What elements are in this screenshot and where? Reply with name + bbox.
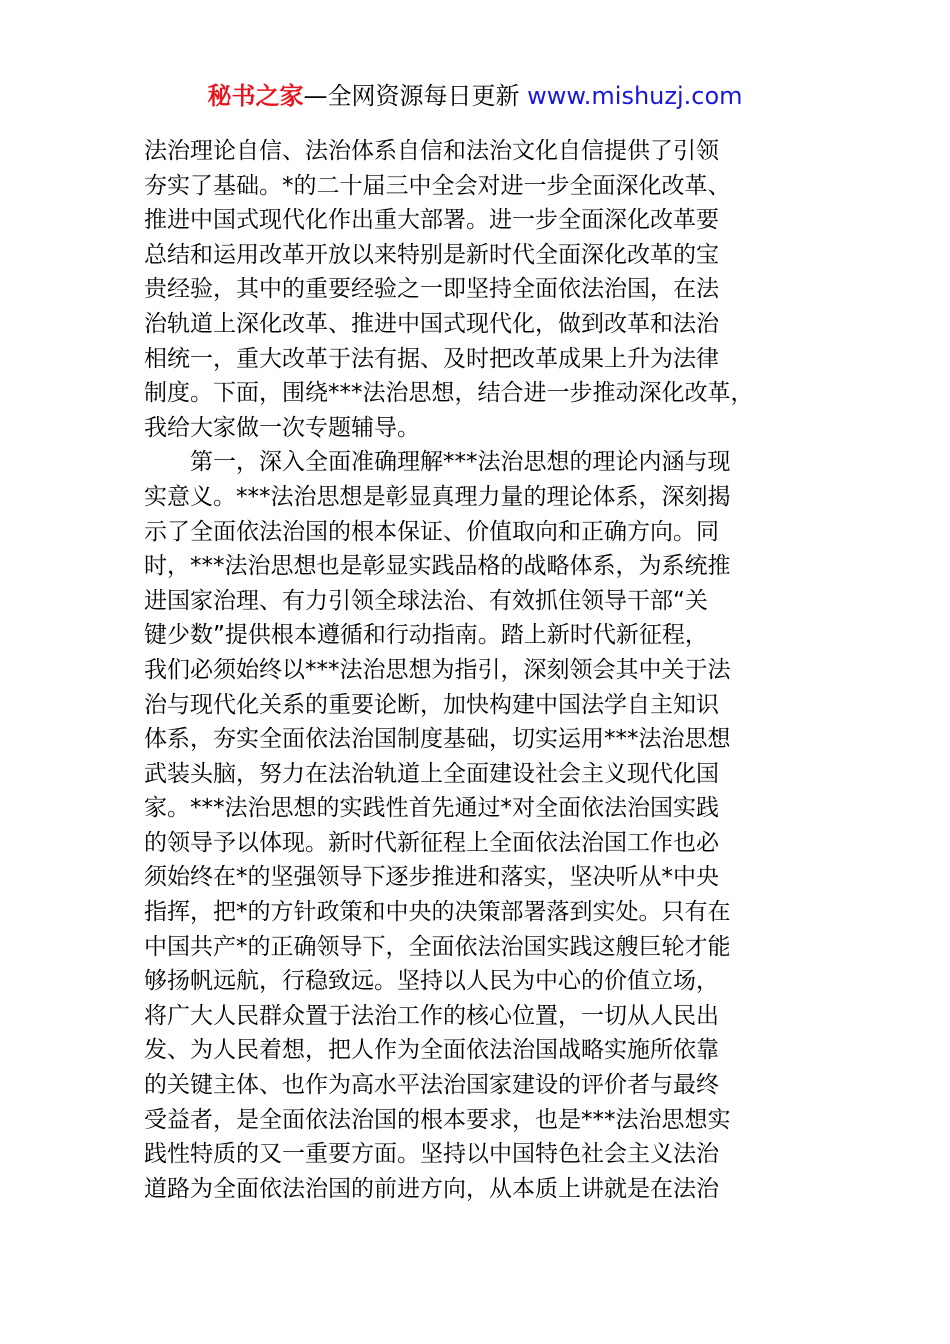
body-line: 家。***法治思想的实践性首先通过*对全面依法治国实践 (144, 795, 719, 822)
body-line: 须始终在*的坚强领导下逐步推进和落实，坚决听从*中央 (144, 864, 719, 891)
brand-name: 秘书之家 (207, 82, 304, 110)
body-line: 践性特质的又一重要方面。坚持以中国特色社会主义法治 (144, 1141, 719, 1168)
body-line: 示了全面依法治国的根本保证、价值取向和正确方向。同 (144, 518, 719, 545)
page-header (0, 80, 950, 112)
body-line: 第一，深入全面准确理解***法治思想的理论内涵与现 (144, 449, 731, 476)
body-line: 贵经验，其中的重要经验之一即坚持全面依法治国，在法 (144, 276, 719, 303)
body-line: 将广大人民群众置于法治工作的核心位置，一切从人民出 (144, 1002, 719, 1029)
body-line: 法治理论自信、法治体系自信和法治文化自信提供了引领 (144, 138, 719, 164)
body-line: 治与现代化关系的重要论断，加快构建中国法学自主知识 (144, 691, 719, 718)
body-line: 制度。下面，围绕***法治思想，结合进一步推动深化改革， (144, 380, 754, 407)
body-line: 实意义。***法治思想是彰显真理力量的理论体系，深刻揭 (144, 483, 731, 510)
body-line: 我给大家做一次专题辅导。 (144, 414, 420, 441)
body-line: 键少数”提供根本遵循和行动指南。踏上新时代新征程， (144, 622, 708, 649)
body-line: 道路为全面依法治国的前进方向，从本质上讲就是在法治 (144, 1175, 719, 1202)
body-line: 受益者，是全面依法治国的根本要求，也是***法治思想实 (144, 1106, 731, 1133)
body-line: 总结和运用改革开放以来特别是新时代全面深化改革的宝 (144, 241, 719, 268)
body-line: 推进中国式现代化作出重大部署。进一步全面深化改革要 (144, 207, 719, 234)
body-line: 夯实了基础。*的二十届三中全会对进一步全面深化改革、 (144, 172, 731, 199)
body-line: 时，***法治思想也是彰显实践品格的战略体系，为系统推 (144, 553, 731, 580)
body-line: 治轨道上深化改革、推进中国式现代化，做到改革和法治 (144, 310, 719, 337)
body-line: 指挥，把*的方针政策和中央的决策部署落到实处。只有在 (144, 899, 731, 926)
body-line: 我们必须始终以***法治思想为指引，深刻领会其中关于法 (144, 656, 731, 683)
body-line: 发、为人民着想，把人作为全面依法治国战略实施所依靠 (144, 1037, 719, 1064)
body-line: 的关键主体、也作为高水平法治国家建设的评价者与最终 (144, 1072, 719, 1099)
body-line: 够扬帆远航，行稳致远。坚持以人民为中心的价值立场， (144, 968, 719, 995)
body-line: 相统一，重大改革于法有据、及时把改革成果上升为法律 (144, 345, 719, 372)
body-line: 体系，夯实全面依法治国制度基础，切实运用***法治思想 (144, 726, 731, 753)
body-line: 进国家治理、有力引领全球法治、有效抓住领导干部“关 (144, 587, 708, 614)
header-tagline: —全网资源每日更新 (303, 82, 528, 110)
document-body (144, 134, 814, 1206)
body-line: 武装头脑，努力在法治轨道上全面建设社会主义现代化国 (144, 760, 719, 787)
site-url-link[interactable]: www.mishuzj.com (527, 82, 743, 110)
body-line: 的领导予以体现。新时代新征程上全面依法治国工作也必 (144, 829, 719, 856)
body-line: 中国共产*的正确领导下，全面依法治国实践这艘巨轮才能 (144, 933, 731, 960)
